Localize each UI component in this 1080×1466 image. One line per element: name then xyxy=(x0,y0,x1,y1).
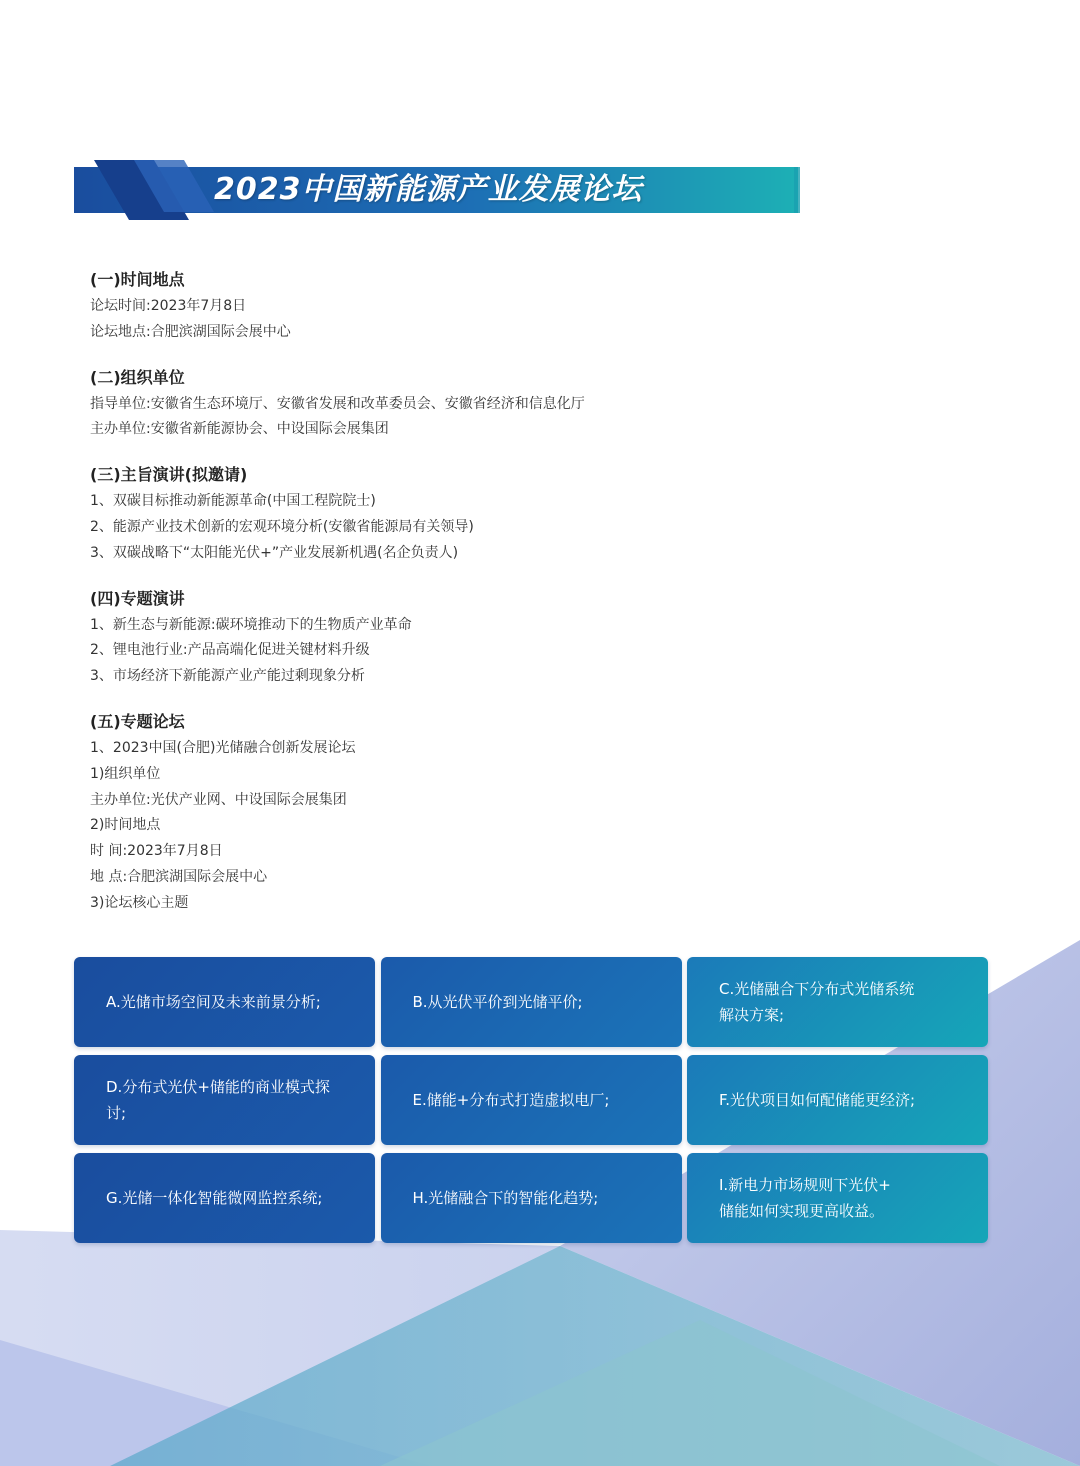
text-line: 1、2023中国(合肥)光储融合创新发展论坛 xyxy=(90,739,356,756)
text-line: 主办单位:光伏产业网、中设国际会展集团 xyxy=(90,791,347,808)
topic-text: G.光储一体化智能微网监控系统; xyxy=(106,1189,323,1207)
topic-text: F.光伏项目如何配储能更经济; xyxy=(719,1091,916,1109)
text-line: 1)组织单位 xyxy=(90,765,161,782)
text-line: 论坛时间:2023年7月8日 xyxy=(90,298,247,314)
section-heading: (五)专题论坛 xyxy=(90,711,185,731)
text-line: 2、锂电池行业:产品高端化促进关键材料升级 xyxy=(90,642,370,659)
section-special-forum xyxy=(90,708,990,917)
topic-card-g xyxy=(74,1153,375,1243)
text-line: 3、市场经济下新能源产业产能过剩现象分析 xyxy=(90,668,365,685)
topics-grid xyxy=(74,957,988,1243)
topic-card-f xyxy=(687,1055,988,1145)
topic-card-c xyxy=(687,957,988,1047)
text-line: 1、新生态与新能源:碳环境推动下的生物质产业革命 xyxy=(90,616,412,633)
text-line: 论坛地点:合肥滨湖国际会展中心 xyxy=(90,323,291,340)
topic-card-e xyxy=(381,1055,682,1145)
text-line: 时 间:2023年7月8日 xyxy=(90,843,223,860)
topic-card-b xyxy=(381,957,682,1047)
topic-text: D.分布式光伏+储能的商业模式探讨; xyxy=(106,1078,330,1122)
topic-text: C.光储融合下分布式光储系统 解决方案; xyxy=(719,980,915,1024)
topic-card-d xyxy=(74,1055,375,1145)
section-keynotes xyxy=(90,461,990,566)
topic-text: A.光储市场空间及未来前景分析; xyxy=(106,993,321,1011)
topic-text: I.新电力市场规则下光伏+ 储能如何实现更高收益。 xyxy=(719,1176,891,1220)
section-heading: (三)主旨演讲(拟邀请) xyxy=(90,465,248,485)
topic-text: B.从光伏平价到光储平价; xyxy=(412,993,583,1011)
section-time-venue xyxy=(90,266,990,346)
topic-card-a xyxy=(74,957,375,1047)
section-special-talks xyxy=(90,585,990,690)
content xyxy=(90,266,990,935)
topic-text: H.光储融合下的智能化趋势; xyxy=(412,1189,599,1207)
page-title: 2023中国新能源产业发展论坛 xyxy=(214,172,643,207)
topic-card-i xyxy=(687,1153,988,1243)
title-banner xyxy=(74,160,800,220)
text-line: 2)时间地点 xyxy=(90,817,161,834)
topic-text: E.储能+分布式打造虚拟电厂; xyxy=(412,1091,610,1109)
text-line: 3、双碳战略下“太阳能光伏+”产业发展新机遇(名企负责人) xyxy=(90,544,459,561)
section-heading: (一)时间地点 xyxy=(90,270,185,289)
topic-card-h xyxy=(381,1153,682,1243)
section-heading: (四)专题演讲 xyxy=(90,588,185,608)
section-organizers xyxy=(90,364,990,444)
section-heading: (二)组织单位 xyxy=(90,367,185,387)
text-line: 1、双碳目标推动新能源革命(中国工程院院士) xyxy=(90,493,376,510)
text-line: 2、能源产业技术创新的宏观环境分析(安徽省能源局有关领导) xyxy=(90,518,474,535)
text-line: 指导单位:安徽省生态环境厅、安徽省发展和改革委员会、安徽省经济和信息化厅 xyxy=(90,395,585,412)
text-line: 地 点:合肥滨湖国际会展中心 xyxy=(90,868,268,885)
text-line: 3)论坛核心主题 xyxy=(90,894,189,911)
text-line: 主办单位:安徽省新能源协会、中设国际会展集团 xyxy=(90,421,389,438)
